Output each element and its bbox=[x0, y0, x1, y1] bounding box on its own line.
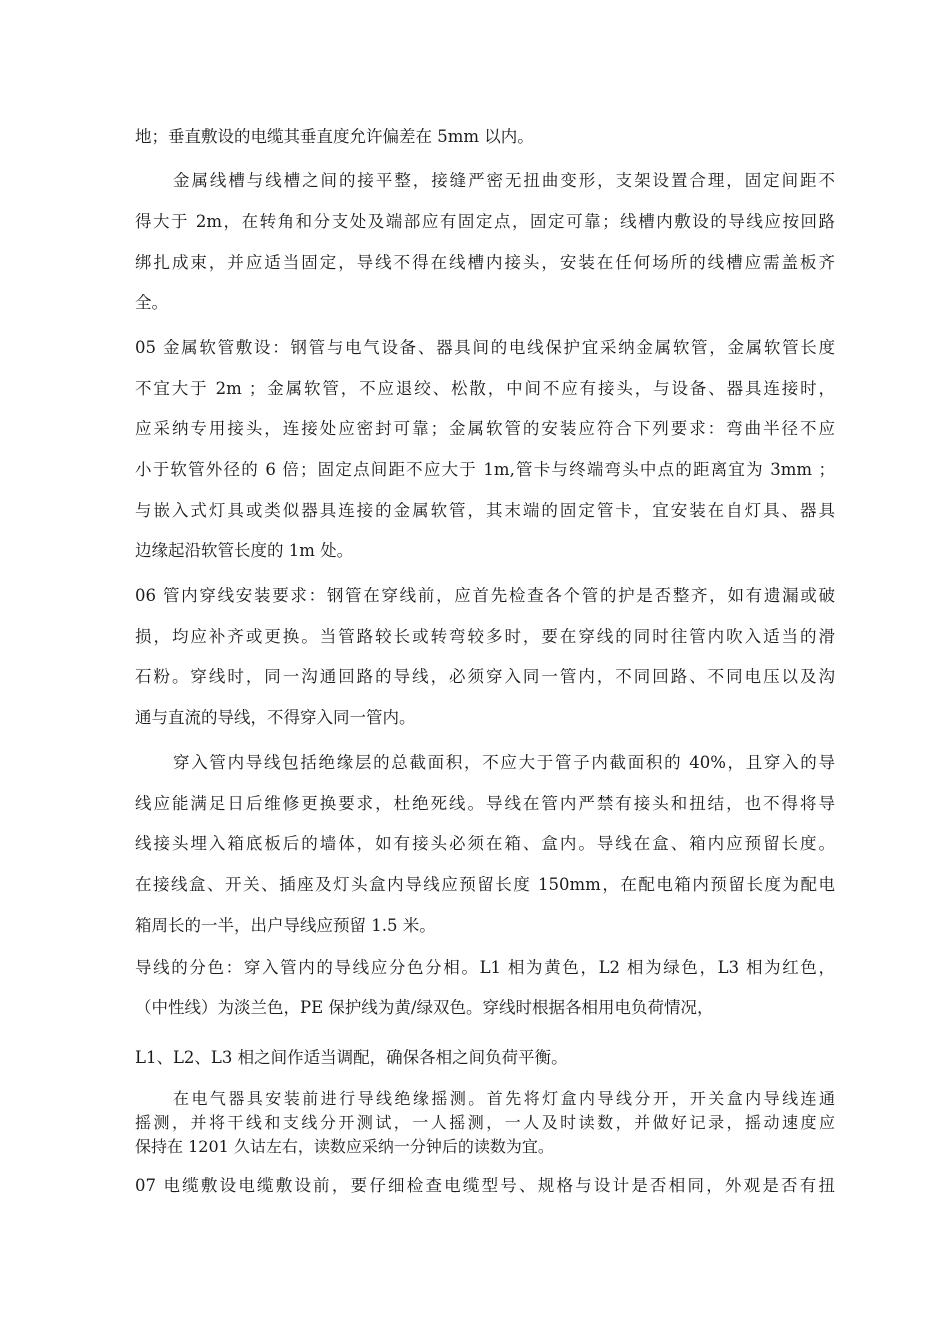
text-line: 05 金属软管敷设：钢管与电气设备、器具间的电线保护宜采纳金属软管，金属软管长度 bbox=[135, 338, 835, 357]
text-line: 全。 bbox=[135, 293, 168, 312]
text-line: （中性线）为淡兰色，PE 保护线为黄/绿双色。穿线时根据各相用电负荷情况， bbox=[135, 998, 714, 1017]
text-line: 边缘起沿软管长度的 1m 处。 bbox=[135, 541, 354, 560]
text-line: 金属线槽与线槽之间的接平整，接缝严密无扭曲变形，支架设置合理，固定间距不 bbox=[173, 171, 835, 190]
text-line: 小于软管外径的 6 倍；固定点间距不应大于 1m,管卡与终端弯头中点的距离宜为 3mm ； bbox=[135, 460, 835, 479]
text-line: 07 电缆敷设电缆敷设前，要仔细检查电缆型号、规格与设计是否相同，外观是否有扭 bbox=[135, 1176, 835, 1195]
text-line: 线应能满足日后维修更换要求，杜绝死线。导线在管内严禁有接头和扭结，也不得将导 bbox=[135, 794, 835, 813]
text-line: 保持在 1201 久诂左右，读数应采纳一分钟后的读数为宜。 bbox=[135, 1137, 554, 1156]
text-line: 石粉。穿线时，同一沟通回路的导线，必须穿入同一管内，不同回路、不同电压以及沟 bbox=[135, 667, 835, 686]
text-line: 在接线盒、开关、插座及灯头盒内导线应预留长度 150mm，在配电箱内预留长度为配电 bbox=[135, 875, 835, 894]
text-line: 绑扎成束，并应适当固定，导线不得在线槽内接头，安装在任何场所的线槽应需盖板齐 bbox=[135, 253, 835, 272]
text-line: 得大于 2m，在转角和分支处及端部应有固定点，固定可靠；线槽内敷设的导线应按回路 bbox=[135, 212, 835, 231]
text-line: 06 管内穿线安装要求：钢管在穿线前，应首先检查各个管的护是否整齐，如有遗漏或破 bbox=[135, 586, 835, 605]
text-line: 导线的分色：穿入管内的导线应分色分相。L1 相为黄色，L2 相为绿色，L3 相为红色， bbox=[135, 958, 835, 977]
text-line: 损，均应补齐或更换。当管路较长或转弯较多时，要在穿线的同时往管内吹入适当的滑 bbox=[135, 627, 835, 646]
text-line: 不宜大于 2m ；金属软管，不应退绞、松散，中间不应有接头，与设备、器具连接时， bbox=[135, 379, 835, 398]
text-line: L1、L2、L3 相之间作适当调配，确保各相之间负荷平衡。 bbox=[135, 1048, 568, 1067]
text-line: 应采纳专用接头，连接处应密封可靠；金属软管的安装应符合下列要求：弯曲半径不应 bbox=[135, 419, 835, 438]
text-line: 地；垂直敷设的电缆其垂直度允许偏差在 5mm 以内。 bbox=[135, 127, 534, 146]
text-line: 通与直流的导线，不得穿入同一管内。 bbox=[135, 708, 416, 727]
text-line: 在电气器具安装前进行导线绝缘摇测。首先将灯盒内导线分开，开关盒内导线连通 bbox=[173, 1089, 835, 1108]
text-line: 线接头埋入箱底板后的墙体，如有接头必须在箱、盒内。导线在盒、箱内应预留长度。 bbox=[135, 834, 835, 853]
text-line: 箱周长的一半，出户导线应预留 1.5 米。 bbox=[135, 916, 436, 935]
text-line: 与嵌入式灯具或类似器具连接的金属软管，其末端的固定管卡，宜安装在自灯具、器具 bbox=[135, 501, 835, 520]
text-line: 摇测，并将干线和支线分开测试，一人摇测，一人及时读数，并做好记录，摇动速度应 bbox=[135, 1113, 835, 1132]
text-line: 穿入管内导线包括绝缘层的总截面积，不应大于管子内截面积的 40%，且穿入的导 bbox=[173, 753, 835, 772]
